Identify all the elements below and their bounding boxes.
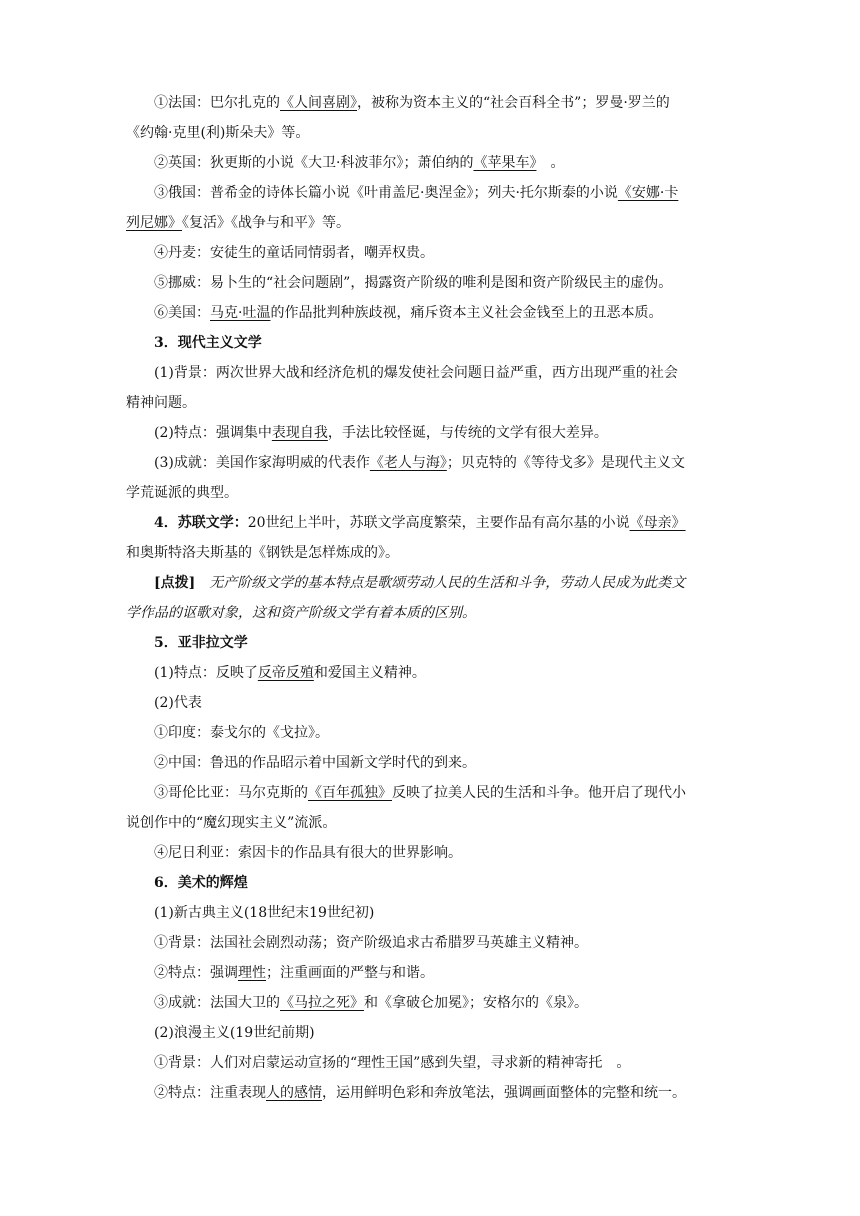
underlined-term: 反帝反殖 [257, 665, 314, 681]
text-line [126, 813, 336, 833]
text-line [154, 573, 685, 593]
text-line [154, 1023, 315, 1043]
text-segment: 学作品的讴歌对象，这和资产阶级文学有着本质的区别。 [126, 605, 476, 621]
text-line [154, 753, 476, 773]
text-segment: ③哥伦比亚：马尔克斯的 [154, 785, 308, 801]
text-segment: ②英国：狄更斯的小说《大卫·科波菲尔》；萧伯纳的 [154, 155, 474, 171]
text-line [154, 513, 686, 533]
bold-label: [点拨] [154, 575, 196, 591]
text-line [154, 663, 426, 683]
text-segment: 的作品批判种族歧视，痛斥资本主义社会金钱至上的丑恶本质。 [270, 305, 663, 321]
text-segment: ；贝克特的《等待戈多》是现代主义文 [446, 455, 685, 471]
text-line [126, 603, 476, 623]
text-line [154, 423, 608, 443]
text-segment: ①背景：人们对启蒙运动宣扬的“理性王国”感到失望，寻求新的精神寄托 。 [154, 1055, 631, 1071]
text-segment: 无产阶级文学的基本特点是歌颂劳动人民的生活和斗争，劳动人民成为此类文 [195, 575, 686, 591]
underlined-term: 表现自我 [271, 425, 328, 441]
section-heading [154, 873, 248, 893]
section-heading [154, 333, 262, 353]
text-segment: (1)新古典主义(18世纪末19世纪初) [154, 905, 375, 921]
text-line [154, 363, 678, 383]
text-line [126, 543, 399, 563]
text-segment: 精神问题。 [126, 395, 196, 411]
text-segment: 说创作中的“魔幻现实主义”流派。 [126, 815, 337, 831]
text-segment: ②中国：鲁迅的作品昭示着中国新文学时代的到来。 [154, 755, 476, 771]
text-line [154, 153, 564, 173]
text-line [154, 903, 374, 923]
text-segment: 学荒诞派的典型。 [126, 485, 238, 501]
text-line [154, 453, 685, 473]
text-line [154, 1083, 686, 1103]
underlined-term: 人的感情 [266, 1085, 322, 1101]
text-segment: 和《拿破仑加冕》；安格尔的《泉》。 [364, 995, 588, 1011]
text-segment: ，运用鲜明色彩和奔放笔法，强调画面整体的完整和统一。 [322, 1085, 686, 1101]
text-segment: ①法国：巴尔扎克的 [154, 95, 280, 111]
bold-label: 4．苏联文学： [154, 515, 248, 531]
underlined-term: 马克·吐温 [210, 305, 271, 321]
text-segment: 3．现代主义文学 [154, 335, 262, 351]
text-segment: ⑤挪威：易卜生的“社会问题剧”，揭露资产阶级的唯利是图和资产阶级民主的虚伪。 [154, 275, 673, 291]
text-segment: ②特点：注重表现 [154, 1085, 266, 1101]
underlined-term: 《苹果车》 [473, 155, 537, 171]
text-segment: ，手法比较怪诞，与传统的文学有很大差异。 [327, 425, 608, 441]
text-segment: (2)浪漫主义(19世纪前期) [154, 1025, 315, 1041]
text-line [154, 963, 434, 983]
text-segment: 6．美术的辉煌 [154, 875, 248, 891]
text-line [154, 243, 434, 263]
text-segment: 反映了拉美人民的生活和斗争。他开启了现代小 [392, 785, 686, 801]
underlined-term: 《百年孤独》 [308, 785, 392, 801]
text-segment: (2)代表 [154, 695, 202, 711]
text-line [126, 213, 350, 233]
text-segment: 5．亚非拉文学 [154, 635, 248, 651]
text-segment: ⑥美国： [154, 305, 210, 321]
text-line [154, 933, 588, 953]
text-line [154, 783, 686, 803]
text-segment: (1)背景：两次世界大战和经济危机的爆发使社会问题日益严重，西方出现严重的社会 [154, 365, 678, 381]
text-segment: (1)特点：反映了 [154, 665, 258, 681]
underlined-term: 《马拉之死》 [280, 995, 364, 1011]
text-line [126, 123, 309, 143]
text-segment: ②特点：强调 [154, 965, 238, 981]
text-segment: ①背景：法国社会剧烈动荡；资产阶级追求古希腊罗马英雄主义精神。 [154, 935, 588, 951]
section-heading [154, 633, 248, 653]
text-segment: 和奥斯特洛夫斯基的《钢铁是怎样炼成的》。 [126, 545, 399, 561]
underlined-term: 《安娜·卡 [617, 185, 679, 201]
text-line [154, 273, 672, 293]
underlined-term: 《母亲》 [629, 515, 686, 531]
text-line [154, 1053, 630, 1073]
text-line [154, 993, 588, 1013]
text-segment: 。 [536, 155, 565, 171]
text-segment: ①印度：泰戈尔的《戈拉》。 [154, 725, 329, 741]
text-line [154, 93, 670, 113]
underlined-term: 理性 [238, 965, 266, 981]
underlined-term: 《老人与海》 [369, 455, 447, 471]
text-segment: (3)成就：美国作家海明威的代表作 [154, 455, 370, 471]
text-segment: ；注重画面的严整与和谐。 [266, 965, 434, 981]
text-line [154, 723, 329, 743]
text-line [126, 483, 238, 503]
text-line [154, 183, 678, 203]
text-segment: ④丹麦：安徒生的童话同情弱者，嘲弄权贵。 [154, 245, 434, 261]
text-segment: 20世纪上半叶，苏联文学高度繁荣，主要作品有高尔基的小说 [247, 515, 630, 531]
underlined-term: 《人间喜剧》 [280, 95, 357, 111]
text-line [154, 843, 462, 863]
text-segment: ④尼日利亚：索因卡的作品具有很大的世界影响。 [154, 845, 462, 861]
text-segment: (2)特点：强调集中 [154, 425, 272, 441]
text-segment: 《复活》《战争与和平》等。 [182, 215, 350, 231]
text-segment: ，被称为资本主义的“社会百科全书”；罗曼·罗兰的 [357, 95, 670, 111]
text-segment: ③成就：法国大卫的 [154, 995, 280, 1011]
text-line [154, 693, 202, 713]
underlined-term: 列尼娜》 [126, 215, 182, 231]
text-segment: 和爱国主义精神。 [313, 665, 426, 681]
text-line [154, 303, 662, 323]
text-line [126, 393, 196, 413]
text-segment: 《约翰·克里(利)斯朵夫》等。 [126, 125, 310, 141]
text-segment: ③俄国：普希金的诗体长篇小说《叶甫盖尼·奥涅金》；列夫·托尔斯泰的小说 [154, 185, 618, 201]
